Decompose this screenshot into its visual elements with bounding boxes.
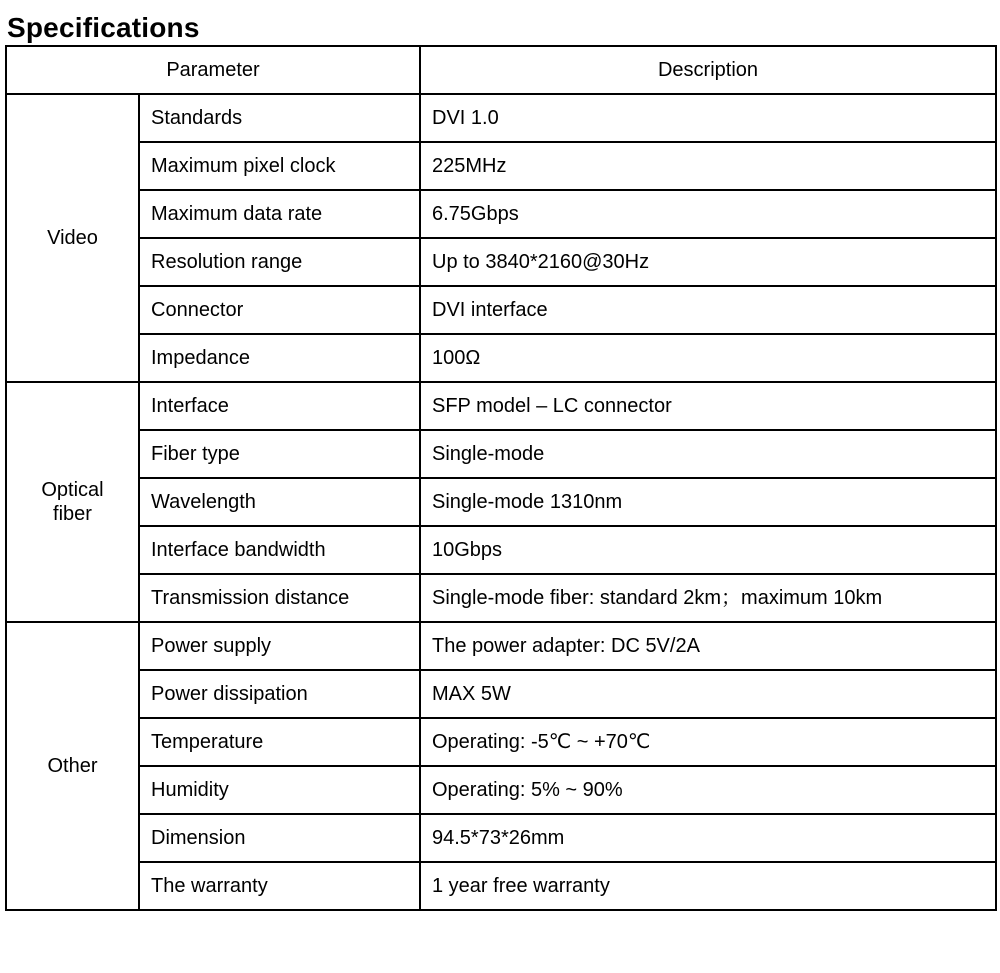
description-cell: Single-mode [420,430,996,478]
parameter-cell: Wavelength [139,478,420,526]
description-cell: Operating: 5% ~ 90% [420,766,996,814]
table-row [6,334,996,382]
description-cell: The power adapter: DC 5V/2A [420,622,996,670]
table-row [6,190,996,238]
table-row [6,766,996,814]
table-body [6,94,996,910]
parameter-cell: The warranty [139,862,420,910]
parameter-cell: Maximum pixel clock [139,142,420,190]
table-row [6,814,996,862]
parameter-cell: Power supply [139,622,420,670]
parameter-cell: Standards [139,94,420,142]
table-row [6,286,996,334]
parameter-cell: Temperature [139,718,420,766]
parameter-cell: Connector [139,286,420,334]
parameter-cell: Transmission distance [139,574,420,622]
table-row [6,622,996,670]
parameter-cell: Power dissipation [139,670,420,718]
table-row [6,94,996,142]
description-cell: 10Gbps [420,526,996,574]
description-cell: DVI 1.0 [420,94,996,142]
group-label [6,622,139,910]
parameter-cell: Interface bandwidth [139,526,420,574]
group-label [6,382,139,622]
parameter-cell: Fiber type [139,430,420,478]
group-label [6,94,139,382]
group-label-line: Video [47,227,98,249]
description-cell: 6.75Gbps [420,190,996,238]
table-row [6,430,996,478]
description-cell: 1 year free warranty [420,862,996,910]
specifications-table [5,45,997,911]
parameter-header: Parameter [6,46,420,94]
parameter-cell: Maximum data rate [139,190,420,238]
description-cell: 100Ω [420,334,996,382]
table-row [6,526,996,574]
description-cell: Single-mode fiber: standard 2km；maximum 10km [420,574,996,622]
description-cell: Operating: -5℃ ~ +70℃ [420,718,996,766]
table-row [6,142,996,190]
description-header: Description [420,46,996,94]
group-label-line: Other [47,755,98,777]
table-row [6,862,996,910]
parameter-cell: Impedance [139,334,420,382]
group-label-line: Optical [41,479,104,501]
table-row [6,670,996,718]
group-label-line: fiber [53,503,92,525]
description-cell: MAX 5W [420,670,996,718]
parameter-cell: Humidity [139,766,420,814]
parameter-cell: Resolution range [139,238,420,286]
parameter-cell: Interface [139,382,420,430]
table-row [6,718,996,766]
parameter-cell: Dimension [139,814,420,862]
description-cell: Up to 3840*2160@30Hz [420,238,996,286]
page-title: Specifications [7,12,200,43]
table-row [6,478,996,526]
description-cell: 225MHz [420,142,996,190]
table-row [6,574,996,622]
description-cell: Single-mode 1310nm [420,478,996,526]
table-row [6,238,996,286]
table-row [6,382,996,430]
table-header-row [6,46,996,94]
description-cell: 94.5*73*26mm [420,814,996,862]
description-cell: DVI interface [420,286,996,334]
description-cell: SFP model – LC connector [420,382,996,430]
